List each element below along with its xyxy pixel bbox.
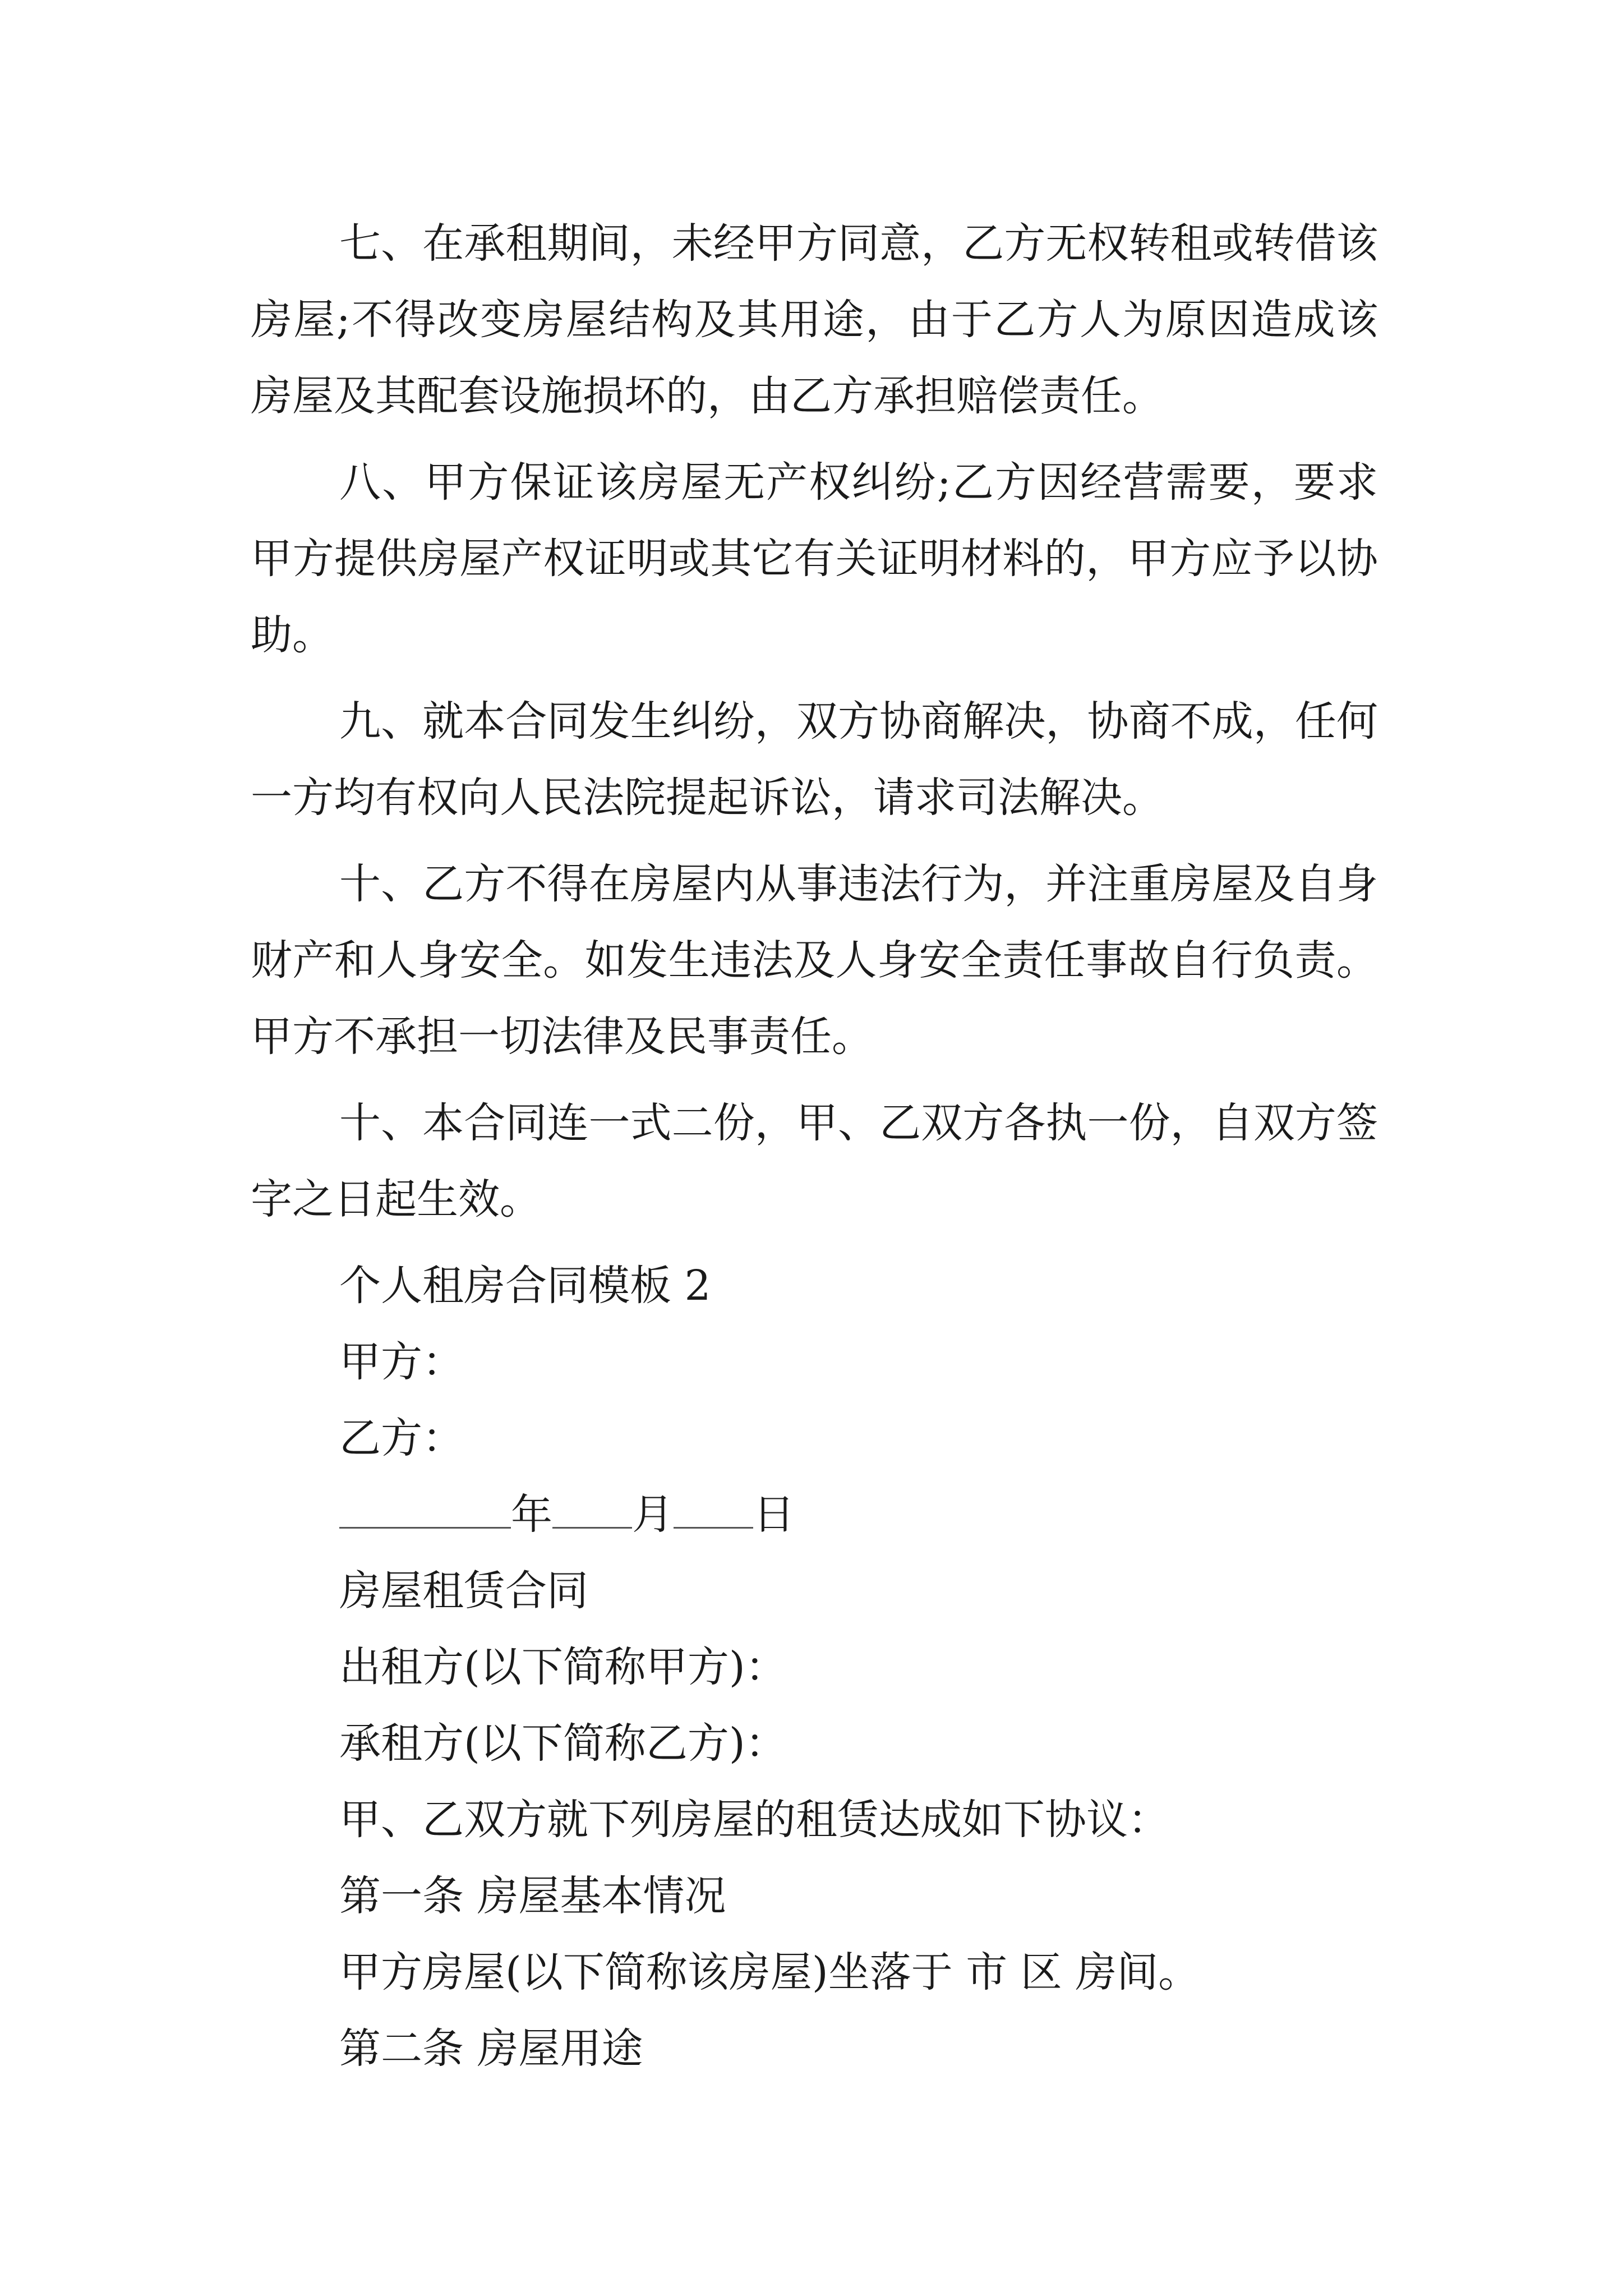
article-1-location: 甲方房屋(以下简称该房屋)坐落于 市 区 房间。: [339, 1948, 1200, 1996]
day-blank: [674, 1494, 753, 1529]
date-line: [251, 1476, 1378, 1553]
clause-9: 九、就本合同发生纠纷，双方协商解决，协商不成，任何一方均有权向人民法院提起诉讼，请求司法解决。: [251, 697, 1378, 822]
lessee-line: 承租方(以下简称乙方)：: [339, 1719, 787, 1768]
clause-10-copies: 十、本合同连一式二份，甲、乙双方各执一份，自双方签字之日起生效。: [251, 1099, 1378, 1223]
contract-title: 房屋租赁合同: [339, 1567, 588, 1615]
article-1-heading: 第一条 房屋基本情况: [339, 1872, 726, 1920]
month-blank: [552, 1494, 632, 1529]
agreement-intro: 甲、乙双方就下列房屋的租赁达成如下协议：: [339, 1796, 1169, 1844]
lessor-line: 出租方(以下简称甲方)：: [339, 1643, 787, 1691]
month-label: 月: [632, 1490, 674, 1539]
party-b-label: 乙方：: [339, 1414, 464, 1462]
article-2-heading: 第二条 房屋用途: [339, 2024, 643, 2073]
clause-8: 八、甲方保证该房屋无产权纠纷;乙方因经营需要，要求甲方提供房屋产权证明或其它有关证明材料的，甲方应予以协助。: [251, 458, 1378, 659]
template-title: 个人租房合同模板 2: [339, 1262, 711, 1310]
clause-10: 十、乙方不得在房屋内从事违法行为，并注重房屋及自身财产和人身安全。如发生违法及人身安全责任事故自行负责。甲方不承担一切法律及民事责任。: [251, 860, 1378, 1061]
year-label: 年: [511, 1490, 552, 1539]
day-label: 日: [753, 1490, 795, 1539]
year-blank: [339, 1494, 511, 1529]
party-a-label: 甲方：: [339, 1338, 464, 1386]
clause-7: 七、在承租期间，未经甲方同意，乙方无权转租或转借该房屋;不得改变房屋结构及其用途，由于乙方人为原因造成该房屋及其配套设施损坏的，由乙方承担赔偿责任。: [251, 219, 1378, 420]
document-body: [251, 205, 1378, 2087]
